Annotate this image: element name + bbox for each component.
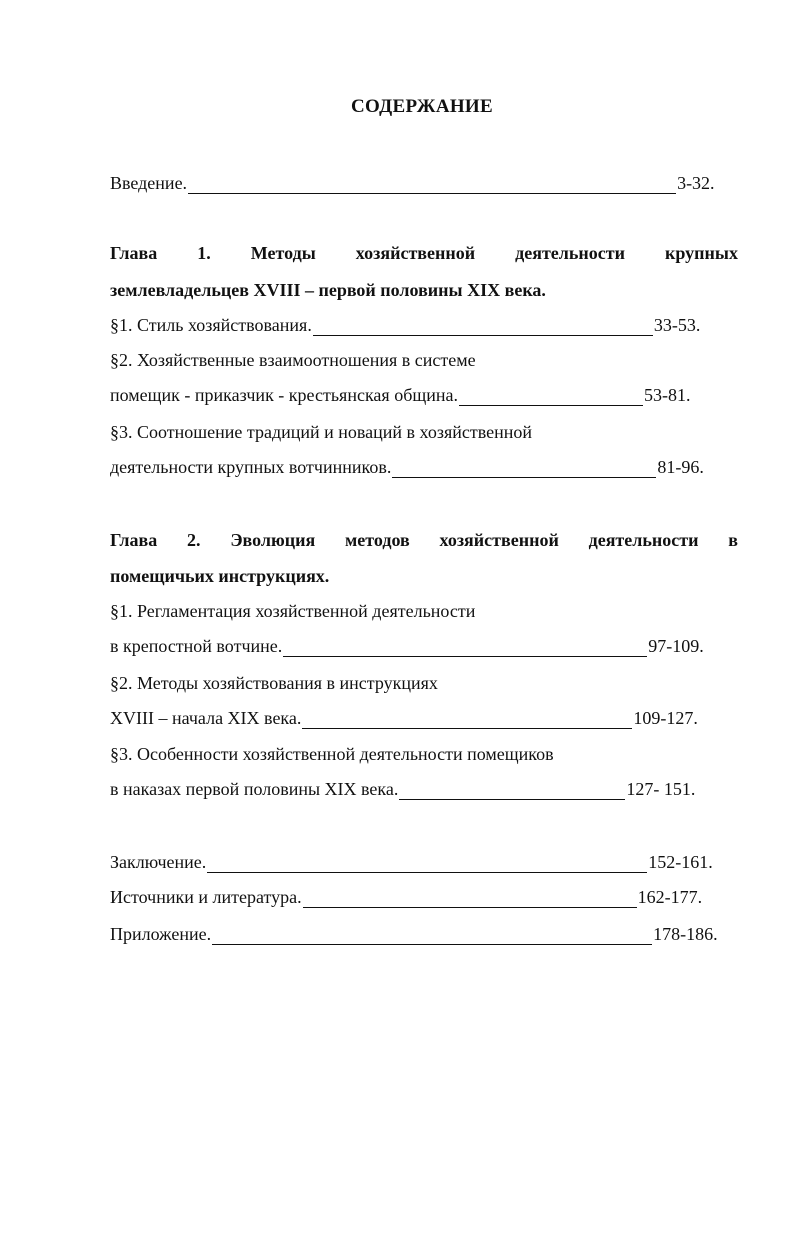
toc-entry-label: деятельности крупных вотчинников. xyxy=(110,457,392,477)
heading-word: Методы xyxy=(250,243,316,263)
toc-entry-pages: 53-81. xyxy=(643,385,691,405)
page-title: СОДЕРЖАНИЕ xyxy=(351,96,493,117)
heading-word: 1. xyxy=(197,243,211,263)
heading-word: методов xyxy=(345,530,410,550)
chapter-2-heading xyxy=(110,529,738,551)
toc-entry-label: Заключение. xyxy=(110,852,207,872)
toc-entry-pages: 81-96. xyxy=(657,457,704,477)
heading-word: хозяйственной xyxy=(439,530,559,550)
heading-word: Глава xyxy=(110,243,158,263)
heading-word: деятельности xyxy=(515,243,625,263)
toc-entry-sources[interactable] xyxy=(110,886,702,908)
toc-entry-ch1-s1[interactable] xyxy=(110,314,700,336)
chapter-1-heading-cont: землевладельцев XVIII – первой половины XIX века. xyxy=(110,280,546,300)
leader-line xyxy=(392,460,656,478)
leader-line xyxy=(188,176,676,194)
toc-entry-ch2-s2-line1: §2. Методы хозяйствования в инструкциях xyxy=(110,673,438,693)
leader-line xyxy=(313,318,653,336)
toc-entry-label: Источники и литература. xyxy=(110,887,302,907)
toc-entry-ch2-s3-line1: §3. Особенности хозяйственной деятельности помещиков xyxy=(110,744,554,764)
toc-entry-pages: 152-161. xyxy=(648,852,713,872)
toc-entry-label: XVIII – начала XIX века. xyxy=(110,708,302,728)
toc-entry-ch1-s2-line1: §2. Хозяйственные взаимоотношения в системе xyxy=(110,350,476,370)
toc-entry-pages: 3-32. xyxy=(677,173,715,193)
toc-entry-pages: 127- 151. xyxy=(626,779,696,799)
toc-entry-ch2-s1-line1: §1. Регламентация хозяйственной деятельности xyxy=(110,601,476,621)
heading-word: деятельности xyxy=(588,530,699,550)
leader-line xyxy=(459,388,643,406)
leader-line xyxy=(283,639,647,657)
toc-entry-conclusion[interactable] xyxy=(110,851,713,873)
leader-line xyxy=(303,890,637,908)
toc-entry-pages: 33-53. xyxy=(653,315,701,335)
toc-entry-ch2-s1[interactable] xyxy=(110,635,704,657)
leader-line xyxy=(207,855,647,873)
toc-entry-ch1-s3[interactable] xyxy=(110,456,704,478)
toc-entry-label: помещик - приказчик - крестьянская община. xyxy=(110,385,458,405)
chapter-1-heading xyxy=(110,242,738,264)
heading-word: в xyxy=(728,530,738,550)
heading-word: 2. xyxy=(187,530,201,550)
toc-entry-ch2-s2[interactable] xyxy=(110,707,698,729)
toc-entry-ch2-s3[interactable] xyxy=(110,778,695,800)
toc-entry-label: в наказах первой половины XIX века. xyxy=(110,779,399,799)
toc-entry-pages: 178-186. xyxy=(653,924,718,944)
leader-line xyxy=(212,927,652,945)
heading-word: крупных xyxy=(665,243,738,263)
heading-word: Глава xyxy=(110,530,158,550)
toc-entry-ch1-s3-line1: §3. Соотношение традиций и новаций в хозяйственной xyxy=(110,422,533,442)
toc-entry-label: §1. Стиль хозяйствования. xyxy=(110,315,312,335)
leader-line xyxy=(399,782,625,800)
heading-word: хозяйственной xyxy=(355,243,476,263)
toc-entry-intro[interactable] xyxy=(110,172,715,194)
toc-entry-appendix[interactable] xyxy=(110,923,718,945)
toc-entry-label: в крепостной вотчине. xyxy=(110,636,283,656)
chapter-2-heading-cont: помещичьих инструкциях. xyxy=(110,566,330,586)
toc-entry-label: Приложение. xyxy=(110,924,212,944)
heading-word: Эволюция xyxy=(230,530,316,550)
toc-entry-label: Введение. xyxy=(110,173,188,193)
leader-line xyxy=(302,711,632,729)
toc-entry-pages: 162-177. xyxy=(637,887,703,907)
toc-entry-pages: 97-109. xyxy=(648,636,704,656)
toc-entry-ch1-s2[interactable] xyxy=(110,384,690,406)
toc-entry-pages: 109-127. xyxy=(633,708,698,728)
